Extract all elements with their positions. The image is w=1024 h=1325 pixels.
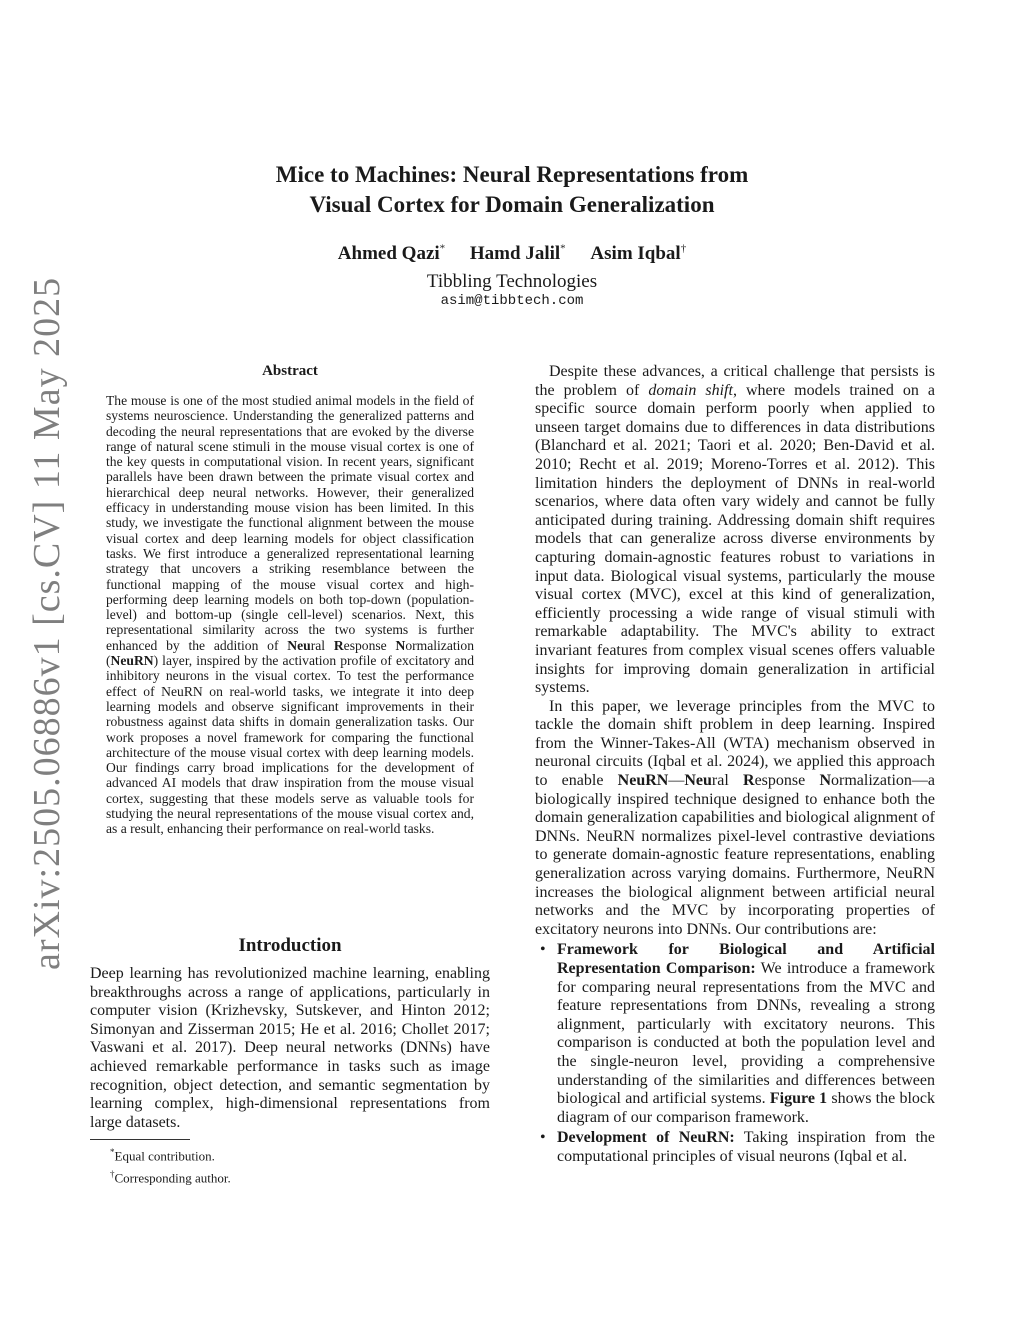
paper-title (150, 160, 874, 220)
arxiv-identifier-stamp[interactable]: arXiv:2505.06886v1 [cs.CV] 11 May 2025 (26, 276, 68, 970)
paragraph-domain-shift: Despite these advances, a critical challenge that persists is the problem of domain shift, where models trained on a specific source domain perform poorly when applied to unseen target domains due to differences in data distributions (Blanchard et al. 2021; Taori et al. 2020; Ben-David et al. 2010; Recht et al. 2019; Moreno-Torres et al. 2012). This limitation hinders the deployment of DNNs in real-world scenarios, where data often vary widely and cannot be fully anticipated during training. Addressing domain shift requires models that can generalize across diverse environments by capturing domain-agnostic features robust to variations in input data. Biological visual systems, particularly the mouse visual cortex (MVC), excel at this kind of generalization, efficiently processing a wide range of visual stimuli with remarkable adaptability. The MVC's ability to extract invariant features from complex visual scenes offers valuable insights for improving domain generalization in artificial systems. (535, 363, 936, 697)
footnote-divider (90, 1139, 190, 1140)
contribution-item: • Development of NeuRN: Taking inspiration from the computational principles of visual neurons (Iqbal et al. (557, 1129, 935, 1166)
title-line-1: Mice to Machines: Neural Representations from (275, 162, 749, 187)
author-list (150, 236, 874, 267)
introduction-body: Deep learning has revolutionized machine learning, enabling breakthroughs across a range of applications, particularly in computer vision (Krizhevsky, Sutskever, and Hinton 2012; Simonyan and Zisserman 2015; He et al. 2016; Chollet 2017; Vaswani et al. 2017). Deep neural networks (DNNs) have achieved remarkable performance in tasks such as image recognition, object detection, and semantic segmentation by learning complex, high-dimensional representations from large datasets. (90, 965, 490, 1131)
right-column (535, 363, 935, 1169)
footnote-equal-contribution: *Equal contribution. (110, 1147, 215, 1164)
footnote-corresponding-author: †Corresponding author. (110, 1169, 231, 1186)
footnotes (110, 1143, 490, 1188)
introduction-heading: Introduction (238, 935, 342, 956)
contribution-item: • Framework for Biological and Artificial Representation Comparison: We introduce a framework for comparing neural representations from the MVC and feature representations from DNNs, revealing a strong alignment, particularly with excitatory neurons. This comparison is conducted at both the population level and the single-neuron level, providing a comprehensive understanding of the similarities and differences between biological and artificial systems. Figure 1 shows the block diagram of our comparison framework. (557, 941, 935, 1127)
abstract-heading: Abstract (262, 363, 318, 379)
contributions-list (535, 941, 935, 1166)
title-line-2: Visual Cortex for Domain Generalization (309, 192, 715, 217)
figure-reference[interactable]: Figure 1 (769, 1090, 828, 1108)
paragraph-neurn: In this paper, we leverage principles from the MVC to tackle the domain shift problem in deep learning. Inspired from the Winner-Takes-All (WTA) mechanism observed in neuronal circuits (Iqbal et al. 2024), we applied this approach to enable NeuRN—Neural Response Normalization—a biologically inspired technique designed to enhance both the domain generalization capabilities and biological alignment of DNNs. NeuRN normalizes pixel-level contrastive deviations to generate domain-agnostic feature representations, enabling generalization across varying domains. Furthermore, NeuRN increases the biological alignment between artificial neural networks and the MVC by incorporating properties of excitatory neurons into DNNs. Our contributions are: (535, 697, 935, 938)
author-1: Ahmed Qazi* (337, 243, 446, 265)
abstract-body: The mouse is one of the most studied animal models in the field of systems neuroscience. Understanding the generalized patterns and decoding the neural representations that are evoked by the diverse range of natural scene stimuli in the mouse visual cortex is one of the key quests in computational vision. In recent years, significant parallels have been drawn between the primate visual cortex and hierarchical deep neural networks. However, their generalized efficacy in understanding mouse vision has been limited. In this study, we investigate the functional alignment between the mouse visual cortex and deep learning models for object classification tasks. We first introduce a generalized representational learning strategy that uncovers a striking resemblance between the functional mapping of the mouse visual cortex and high-performing deep learning models on both top-down (population-level) and bottom-up (single cell-level) scenarios. Next, this representational similarity across the two systems is further enhanced by the addition of Neural Response Normalization (NeuRN) layer, inspired by the activation profile of excitatory and inhibitory neurons in the visual cortex. To test the performance effect of NeuRN on real-world tasks, we integrate it into deep learning models and observe significant improvements in their robustness against data shifts in domain generalization tasks. Our work proposes a novel framework for comparing the functional architecture of the mouse visual cortex with deep learning models. Our findings carry broad implications for the development of advanced AI models that draw inspiration from the mouse visual cortex, suggesting that these models serve as valuable tools for studying the neural representations of the mouse visual cortex and, as a result, enhancing their performance on real-world tasks. (106, 393, 475, 837)
author-email[interactable]: asim@tibbtech.com (440, 293, 584, 309)
author-2: Hamd Jalil* (469, 243, 566, 265)
author-3: Asim Iqbal† (590, 243, 687, 265)
affiliation: Tibbling Technologies (426, 271, 598, 292)
